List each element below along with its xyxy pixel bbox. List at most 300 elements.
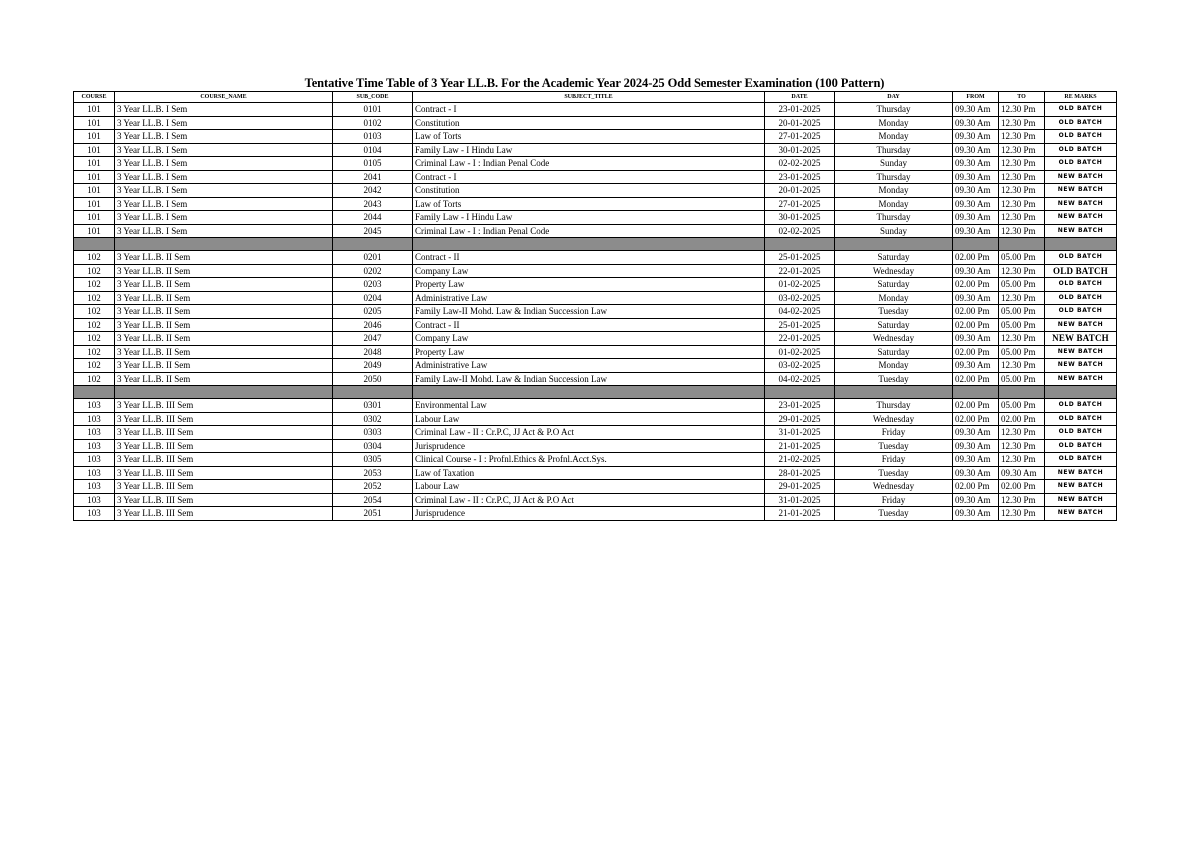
- separator-cell: [999, 238, 1045, 251]
- table-row: [74, 359, 1117, 373]
- table-row: [74, 480, 1117, 494]
- separator-cell: [999, 386, 1045, 399]
- table-row: [74, 224, 1117, 238]
- course-name-cell: 3 Year LL.B. III Sem: [115, 453, 333, 467]
- table-row: [74, 332, 1117, 346]
- to-time-cell: 05.00 Pm: [999, 372, 1045, 386]
- remarks-cell: OLD BATCH: [1045, 439, 1117, 453]
- date-cell: 03-02-2025: [765, 359, 835, 373]
- course-cell: 101: [74, 103, 115, 117]
- date-cell: 28-01-2025: [765, 466, 835, 480]
- day-cell: Tuesday: [835, 372, 953, 386]
- from-time-cell: 09.30 Am: [953, 359, 999, 373]
- table-row: [74, 184, 1117, 198]
- subject-title-cell: Environmental Law: [413, 399, 765, 413]
- course-cell: 102: [74, 291, 115, 305]
- table-row: [74, 143, 1117, 157]
- day-cell: Monday: [835, 116, 953, 130]
- subject-title-cell: Criminal Law - II : Cr.P.C, JJ Act & P.O Act: [413, 426, 765, 440]
- from-time-cell: 09.30 Am: [953, 116, 999, 130]
- table-row: [74, 251, 1117, 265]
- subject-title-cell: Contract - I: [413, 170, 765, 184]
- to-time-cell: 12.30 Pm: [999, 439, 1045, 453]
- to-time-cell: 05.00 Pm: [999, 251, 1045, 265]
- header-row: [74, 92, 1117, 103]
- course-name-cell: 3 Year LL.B. I Sem: [115, 224, 333, 238]
- date-cell: 25-01-2025: [765, 318, 835, 332]
- remarks-cell: NEW BATCH: [1045, 507, 1117, 521]
- to-time-cell: 05.00 Pm: [999, 399, 1045, 413]
- from-time-cell: 09.30 Am: [953, 453, 999, 467]
- subject-title-cell: Family Law-II Mohd. Law & Indian Succession Law: [413, 372, 765, 386]
- sub-code-cell: 0103: [333, 130, 413, 144]
- remarks-cell: OLD BATCH: [1045, 264, 1117, 278]
- subject-title-cell: Contract - I: [413, 103, 765, 117]
- to-time-cell: 12.30 Pm: [999, 103, 1045, 117]
- remarks-cell: NEW BATCH: [1045, 480, 1117, 494]
- to-time-cell: 12.30 Pm: [999, 264, 1045, 278]
- date-cell: 04-02-2025: [765, 372, 835, 386]
- from-time-cell: 02.00 Pm: [953, 412, 999, 426]
- from-time-cell: 09.30 Am: [953, 291, 999, 305]
- date-cell: 21-02-2025: [765, 453, 835, 467]
- date-cell: 27-01-2025: [765, 130, 835, 144]
- table-row: [74, 211, 1117, 225]
- subject-title-cell: Clinical Course - I : Profnl.Ethics & Profnl.Acct.Sys.: [413, 453, 765, 467]
- to-time-cell: 12.30 Pm: [999, 157, 1045, 171]
- remarks-cell: OLD BATCH: [1045, 399, 1117, 413]
- course-name-cell: 3 Year LL.B. II Sem: [115, 264, 333, 278]
- date-cell: 21-01-2025: [765, 507, 835, 521]
- from-time-cell: 02.00 Pm: [953, 372, 999, 386]
- sub-code-cell: 0205: [333, 305, 413, 319]
- course-name-cell: 3 Year LL.B. I Sem: [115, 143, 333, 157]
- to-time-cell: 05.00 Pm: [999, 305, 1045, 319]
- date-cell: 30-01-2025: [765, 211, 835, 225]
- to-time-cell: 05.00 Pm: [999, 318, 1045, 332]
- table-row: [74, 291, 1117, 305]
- header-subject-title: SUBJECT_TITLE: [413, 92, 765, 103]
- subject-title-cell: Property Law: [413, 278, 765, 292]
- to-time-cell: 12.30 Pm: [999, 359, 1045, 373]
- date-cell: 20-01-2025: [765, 184, 835, 198]
- course-cell: 102: [74, 305, 115, 319]
- day-cell: Monday: [835, 359, 953, 373]
- course-cell: 102: [74, 359, 115, 373]
- from-time-cell: 02.00 Pm: [953, 345, 999, 359]
- sub-code-cell: 0304: [333, 439, 413, 453]
- separator-cell: [765, 386, 835, 399]
- date-cell: 03-02-2025: [765, 291, 835, 305]
- course-cell: 101: [74, 197, 115, 211]
- to-time-cell: 12.30 Pm: [999, 130, 1045, 144]
- to-time-cell: 12.30 Pm: [999, 426, 1045, 440]
- day-cell: Monday: [835, 197, 953, 211]
- table-row: [74, 426, 1117, 440]
- table-row: [74, 103, 1117, 117]
- from-time-cell: 09.30 Am: [953, 184, 999, 198]
- date-cell: 02-02-2025: [765, 157, 835, 171]
- separator-cell: [333, 238, 413, 251]
- remarks-cell: OLD BATCH: [1045, 291, 1117, 305]
- course-name-cell: 3 Year LL.B. I Sem: [115, 157, 333, 171]
- sub-code-cell: 0204: [333, 291, 413, 305]
- subject-title-cell: Property Law: [413, 345, 765, 359]
- table-row: [74, 439, 1117, 453]
- subject-title-cell: Jurisprudence: [413, 439, 765, 453]
- remarks-cell: OLD BATCH: [1045, 251, 1117, 265]
- date-cell: 20-01-2025: [765, 116, 835, 130]
- remarks-cell: NEW BATCH: [1045, 359, 1117, 373]
- from-time-cell: 09.30 Am: [953, 264, 999, 278]
- day-cell: Wednesday: [835, 480, 953, 494]
- course-name-cell: 3 Year LL.B. III Sem: [115, 493, 333, 507]
- course-name-cell: 3 Year LL.B. III Sem: [115, 439, 333, 453]
- from-time-cell: 09.30 Am: [953, 332, 999, 346]
- course-name-cell: 3 Year LL.B. II Sem: [115, 291, 333, 305]
- table-row: [74, 453, 1117, 467]
- separator-cell: [835, 386, 953, 399]
- to-time-cell: 12.30 Pm: [999, 224, 1045, 238]
- remarks-cell: OLD BATCH: [1045, 130, 1117, 144]
- from-time-cell: 09.30 Am: [953, 426, 999, 440]
- course-cell: 103: [74, 453, 115, 467]
- course-name-cell: 3 Year LL.B. I Sem: [115, 197, 333, 211]
- sub-code-cell: 2044: [333, 211, 413, 225]
- table-row: [74, 116, 1117, 130]
- from-time-cell: 09.30 Am: [953, 507, 999, 521]
- subject-title-cell: Constitution: [413, 184, 765, 198]
- day-cell: Thursday: [835, 211, 953, 225]
- from-time-cell: 02.00 Pm: [953, 251, 999, 265]
- from-time-cell: 02.00 Pm: [953, 480, 999, 494]
- date-cell: 23-01-2025: [765, 399, 835, 413]
- remarks-cell: NEW BATCH: [1045, 170, 1117, 184]
- course-name-cell: 3 Year LL.B. III Sem: [115, 466, 333, 480]
- subject-title-cell: Administrative Law: [413, 359, 765, 373]
- date-cell: 22-01-2025: [765, 264, 835, 278]
- course-name-cell: 3 Year LL.B. I Sem: [115, 211, 333, 225]
- from-time-cell: 09.30 Am: [953, 224, 999, 238]
- date-cell: 01-02-2025: [765, 278, 835, 292]
- table-row: [74, 372, 1117, 386]
- course-cell: 101: [74, 224, 115, 238]
- sub-code-cell: 0104: [333, 143, 413, 157]
- date-cell: 25-01-2025: [765, 251, 835, 265]
- separator-cell: [835, 238, 953, 251]
- table-row: [74, 412, 1117, 426]
- remarks-cell: NEW BATCH: [1045, 466, 1117, 480]
- course-cell: 101: [74, 116, 115, 130]
- subject-title-cell: Jurisprudence: [413, 507, 765, 521]
- table-row: [74, 345, 1117, 359]
- day-cell: Tuesday: [835, 305, 953, 319]
- sub-code-cell: 2048: [333, 345, 413, 359]
- from-time-cell: 09.30 Am: [953, 197, 999, 211]
- day-cell: Thursday: [835, 399, 953, 413]
- day-cell: Wednesday: [835, 264, 953, 278]
- to-time-cell: 12.30 Pm: [999, 197, 1045, 211]
- sub-code-cell: 2051: [333, 507, 413, 521]
- course-name-cell: 3 Year LL.B. I Sem: [115, 116, 333, 130]
- day-cell: Tuesday: [835, 507, 953, 521]
- remarks-cell: OLD BATCH: [1045, 103, 1117, 117]
- day-cell: Friday: [835, 426, 953, 440]
- course-name-cell: 3 Year LL.B. II Sem: [115, 278, 333, 292]
- header-sub-code: SUB_CODE: [333, 92, 413, 103]
- subject-title-cell: Family Law - I Hindu Law: [413, 143, 765, 157]
- date-cell: 31-01-2025: [765, 493, 835, 507]
- day-cell: Wednesday: [835, 332, 953, 346]
- sub-code-cell: 2054: [333, 493, 413, 507]
- from-time-cell: 09.30 Am: [953, 211, 999, 225]
- day-cell: Monday: [835, 291, 953, 305]
- sub-code-cell: 2046: [333, 318, 413, 332]
- to-time-cell: 12.30 Pm: [999, 116, 1045, 130]
- course-name-cell: 3 Year LL.B. II Sem: [115, 372, 333, 386]
- course-name-cell: 3 Year LL.B. III Sem: [115, 426, 333, 440]
- sub-code-cell: 0105: [333, 157, 413, 171]
- course-cell: 102: [74, 251, 115, 265]
- header-date: DATE: [765, 92, 835, 103]
- day-cell: Friday: [835, 453, 953, 467]
- course-cell: 102: [74, 372, 115, 386]
- subject-title-cell: Labour Law: [413, 412, 765, 426]
- course-cell: 102: [74, 264, 115, 278]
- separator-cell: [74, 238, 115, 251]
- table-row: [74, 466, 1117, 480]
- header-course: COURSE: [74, 92, 115, 103]
- separator-cell: [1045, 386, 1117, 399]
- table-row: [74, 130, 1117, 144]
- date-cell: 23-01-2025: [765, 170, 835, 184]
- subject-title-cell: Contract - II: [413, 251, 765, 265]
- subject-title-cell: Law of Torts: [413, 130, 765, 144]
- remarks-cell: NEW BATCH: [1045, 493, 1117, 507]
- separator-cell: [413, 386, 765, 399]
- course-name-cell: 3 Year LL.B. I Sem: [115, 130, 333, 144]
- separator-cell: [953, 386, 999, 399]
- from-time-cell: 09.30 Am: [953, 170, 999, 184]
- date-cell: 21-01-2025: [765, 439, 835, 453]
- sub-code-cell: 0302: [333, 412, 413, 426]
- separator-cell: [953, 238, 999, 251]
- day-cell: Saturday: [835, 278, 953, 292]
- sub-code-cell: 2050: [333, 372, 413, 386]
- table-row: [74, 197, 1117, 211]
- date-cell: 22-01-2025: [765, 332, 835, 346]
- subject-title-cell: Company Law: [413, 264, 765, 278]
- from-time-cell: 09.30 Am: [953, 493, 999, 507]
- remarks-cell: NEW BATCH: [1045, 184, 1117, 198]
- course-cell: 103: [74, 439, 115, 453]
- separator-cell: [115, 238, 333, 251]
- to-time-cell: 09.30 Am: [999, 466, 1045, 480]
- course-cell: 102: [74, 332, 115, 346]
- from-time-cell: 09.30 Am: [953, 157, 999, 171]
- sub-code-cell: 2041: [333, 170, 413, 184]
- date-cell: 02-02-2025: [765, 224, 835, 238]
- course-name-cell: 3 Year LL.B. III Sem: [115, 412, 333, 426]
- course-name-cell: 3 Year LL.B. I Sem: [115, 103, 333, 117]
- subject-title-cell: Constitution: [413, 116, 765, 130]
- to-time-cell: 12.30 Pm: [999, 184, 1045, 198]
- to-time-cell: 12.30 Pm: [999, 143, 1045, 157]
- to-time-cell: 02.00 Pm: [999, 480, 1045, 494]
- day-cell: Thursday: [835, 103, 953, 117]
- table-row: [74, 305, 1117, 319]
- day-cell: Sunday: [835, 224, 953, 238]
- from-time-cell: 09.30 Am: [953, 103, 999, 117]
- remarks-cell: OLD BATCH: [1045, 305, 1117, 319]
- course-cell: 101: [74, 143, 115, 157]
- subject-title-cell: Contract - II: [413, 318, 765, 332]
- remarks-cell: OLD BATCH: [1045, 157, 1117, 171]
- remarks-cell: NEW BATCH: [1045, 224, 1117, 238]
- date-cell: 04-02-2025: [765, 305, 835, 319]
- separator-cell: [765, 238, 835, 251]
- from-time-cell: 02.00 Pm: [953, 305, 999, 319]
- day-cell: Wednesday: [835, 412, 953, 426]
- course-cell: 103: [74, 399, 115, 413]
- course-name-cell: 3 Year LL.B. III Sem: [115, 507, 333, 521]
- table-row: [74, 170, 1117, 184]
- course-name-cell: 3 Year LL.B. II Sem: [115, 332, 333, 346]
- course-cell: 103: [74, 426, 115, 440]
- remarks-cell: NEW BATCH: [1045, 332, 1117, 346]
- date-cell: 23-01-2025: [765, 103, 835, 117]
- course-name-cell: 3 Year LL.B. III Sem: [115, 399, 333, 413]
- from-time-cell: 09.30 Am: [953, 130, 999, 144]
- to-time-cell: 05.00 Pm: [999, 345, 1045, 359]
- remarks-cell: OLD BATCH: [1045, 116, 1117, 130]
- remarks-cell: NEW BATCH: [1045, 197, 1117, 211]
- from-time-cell: 09.30 Am: [953, 143, 999, 157]
- remarks-cell: OLD BATCH: [1045, 278, 1117, 292]
- course-name-cell: 3 Year LL.B. II Sem: [115, 251, 333, 265]
- course-cell: 101: [74, 157, 115, 171]
- header-from: FROM: [953, 92, 999, 103]
- day-cell: Sunday: [835, 157, 953, 171]
- subject-title-cell: Labour Law: [413, 480, 765, 494]
- header-remarks: RE MARKS: [1045, 92, 1117, 103]
- date-cell: 29-01-2025: [765, 480, 835, 494]
- remarks-cell: OLD BATCH: [1045, 143, 1117, 157]
- day-cell: Thursday: [835, 170, 953, 184]
- from-time-cell: 02.00 Pm: [953, 399, 999, 413]
- separator-cell: [333, 386, 413, 399]
- course-cell: 101: [74, 184, 115, 198]
- subject-title-cell: Criminal Law - I : Indian Penal Code: [413, 157, 765, 171]
- separator-cell: [413, 238, 765, 251]
- sub-code-cell: 0201: [333, 251, 413, 265]
- group-separator-row: [74, 386, 1117, 399]
- to-time-cell: 12.30 Pm: [999, 332, 1045, 346]
- to-time-cell: 12.30 Pm: [999, 507, 1045, 521]
- timetable-body: [74, 103, 1117, 521]
- sub-code-cell: 0303: [333, 426, 413, 440]
- remarks-cell: NEW BATCH: [1045, 345, 1117, 359]
- to-time-cell: 12.30 Pm: [999, 453, 1045, 467]
- table-row: [74, 318, 1117, 332]
- date-cell: 31-01-2025: [765, 426, 835, 440]
- from-time-cell: 09.30 Am: [953, 439, 999, 453]
- sub-code-cell: 0102: [333, 116, 413, 130]
- table-row: [74, 493, 1117, 507]
- day-cell: Friday: [835, 493, 953, 507]
- day-cell: Saturday: [835, 318, 953, 332]
- remarks-cell: OLD BATCH: [1045, 426, 1117, 440]
- sub-code-cell: 2042: [333, 184, 413, 198]
- sub-code-cell: 0101: [333, 103, 413, 117]
- timetable: [73, 91, 1117, 521]
- sub-code-cell: 0203: [333, 278, 413, 292]
- to-time-cell: 12.30 Pm: [999, 211, 1045, 225]
- to-time-cell: 02.00 Pm: [999, 412, 1045, 426]
- sub-code-cell: 2052: [333, 480, 413, 494]
- course-cell: 101: [74, 130, 115, 144]
- from-time-cell: 02.00 Pm: [953, 278, 999, 292]
- subject-title-cell: Company Law: [413, 332, 765, 346]
- separator-cell: [115, 386, 333, 399]
- course-cell: 103: [74, 493, 115, 507]
- table-row: [74, 507, 1117, 521]
- subject-title-cell: Family Law - I Hindu Law: [413, 211, 765, 225]
- separator-cell: [74, 386, 115, 399]
- course-cell: 103: [74, 507, 115, 521]
- day-cell: Saturday: [835, 345, 953, 359]
- sub-code-cell: 0305: [333, 453, 413, 467]
- subject-title-cell: Law of Torts: [413, 197, 765, 211]
- day-cell: Saturday: [835, 251, 953, 265]
- course-cell: 101: [74, 211, 115, 225]
- course-name-cell: 3 Year LL.B. I Sem: [115, 184, 333, 198]
- course-cell: 103: [74, 466, 115, 480]
- separator-cell: [1045, 238, 1117, 251]
- table-row: [74, 264, 1117, 278]
- to-time-cell: 12.30 Pm: [999, 493, 1045, 507]
- day-cell: Monday: [835, 130, 953, 144]
- course-name-cell: 3 Year LL.B. II Sem: [115, 345, 333, 359]
- timetable-sheet: [73, 76, 1116, 521]
- subject-title-cell: Law of Taxation: [413, 466, 765, 480]
- remarks-cell: NEW BATCH: [1045, 372, 1117, 386]
- remarks-cell: NEW BATCH: [1045, 211, 1117, 225]
- day-cell: Tuesday: [835, 439, 953, 453]
- course-cell: 103: [74, 480, 115, 494]
- group-separator-row: [74, 238, 1117, 251]
- subject-title-cell: Family Law-II Mohd. Law & Indian Succession Law: [413, 305, 765, 319]
- sub-code-cell: 2043: [333, 197, 413, 211]
- date-cell: 30-01-2025: [765, 143, 835, 157]
- course-cell: 103: [74, 412, 115, 426]
- course-name-cell: 3 Year LL.B. III Sem: [115, 480, 333, 494]
- table-row: [74, 278, 1117, 292]
- course-name-cell: 3 Year LL.B. I Sem: [115, 170, 333, 184]
- remarks-cell: OLD BATCH: [1045, 453, 1117, 467]
- table-row: [74, 399, 1117, 413]
- sub-code-cell: 2047: [333, 332, 413, 346]
- course-cell: 102: [74, 345, 115, 359]
- sub-code-cell: 0301: [333, 399, 413, 413]
- to-time-cell: 05.00 Pm: [999, 278, 1045, 292]
- header-day: DAY: [835, 92, 953, 103]
- course-name-cell: 3 Year LL.B. II Sem: [115, 318, 333, 332]
- subject-title-cell: Criminal Law - I : Indian Penal Code: [413, 224, 765, 238]
- table-row: [74, 157, 1117, 171]
- course-name-cell: 3 Year LL.B. II Sem: [115, 359, 333, 373]
- course-cell: 102: [74, 278, 115, 292]
